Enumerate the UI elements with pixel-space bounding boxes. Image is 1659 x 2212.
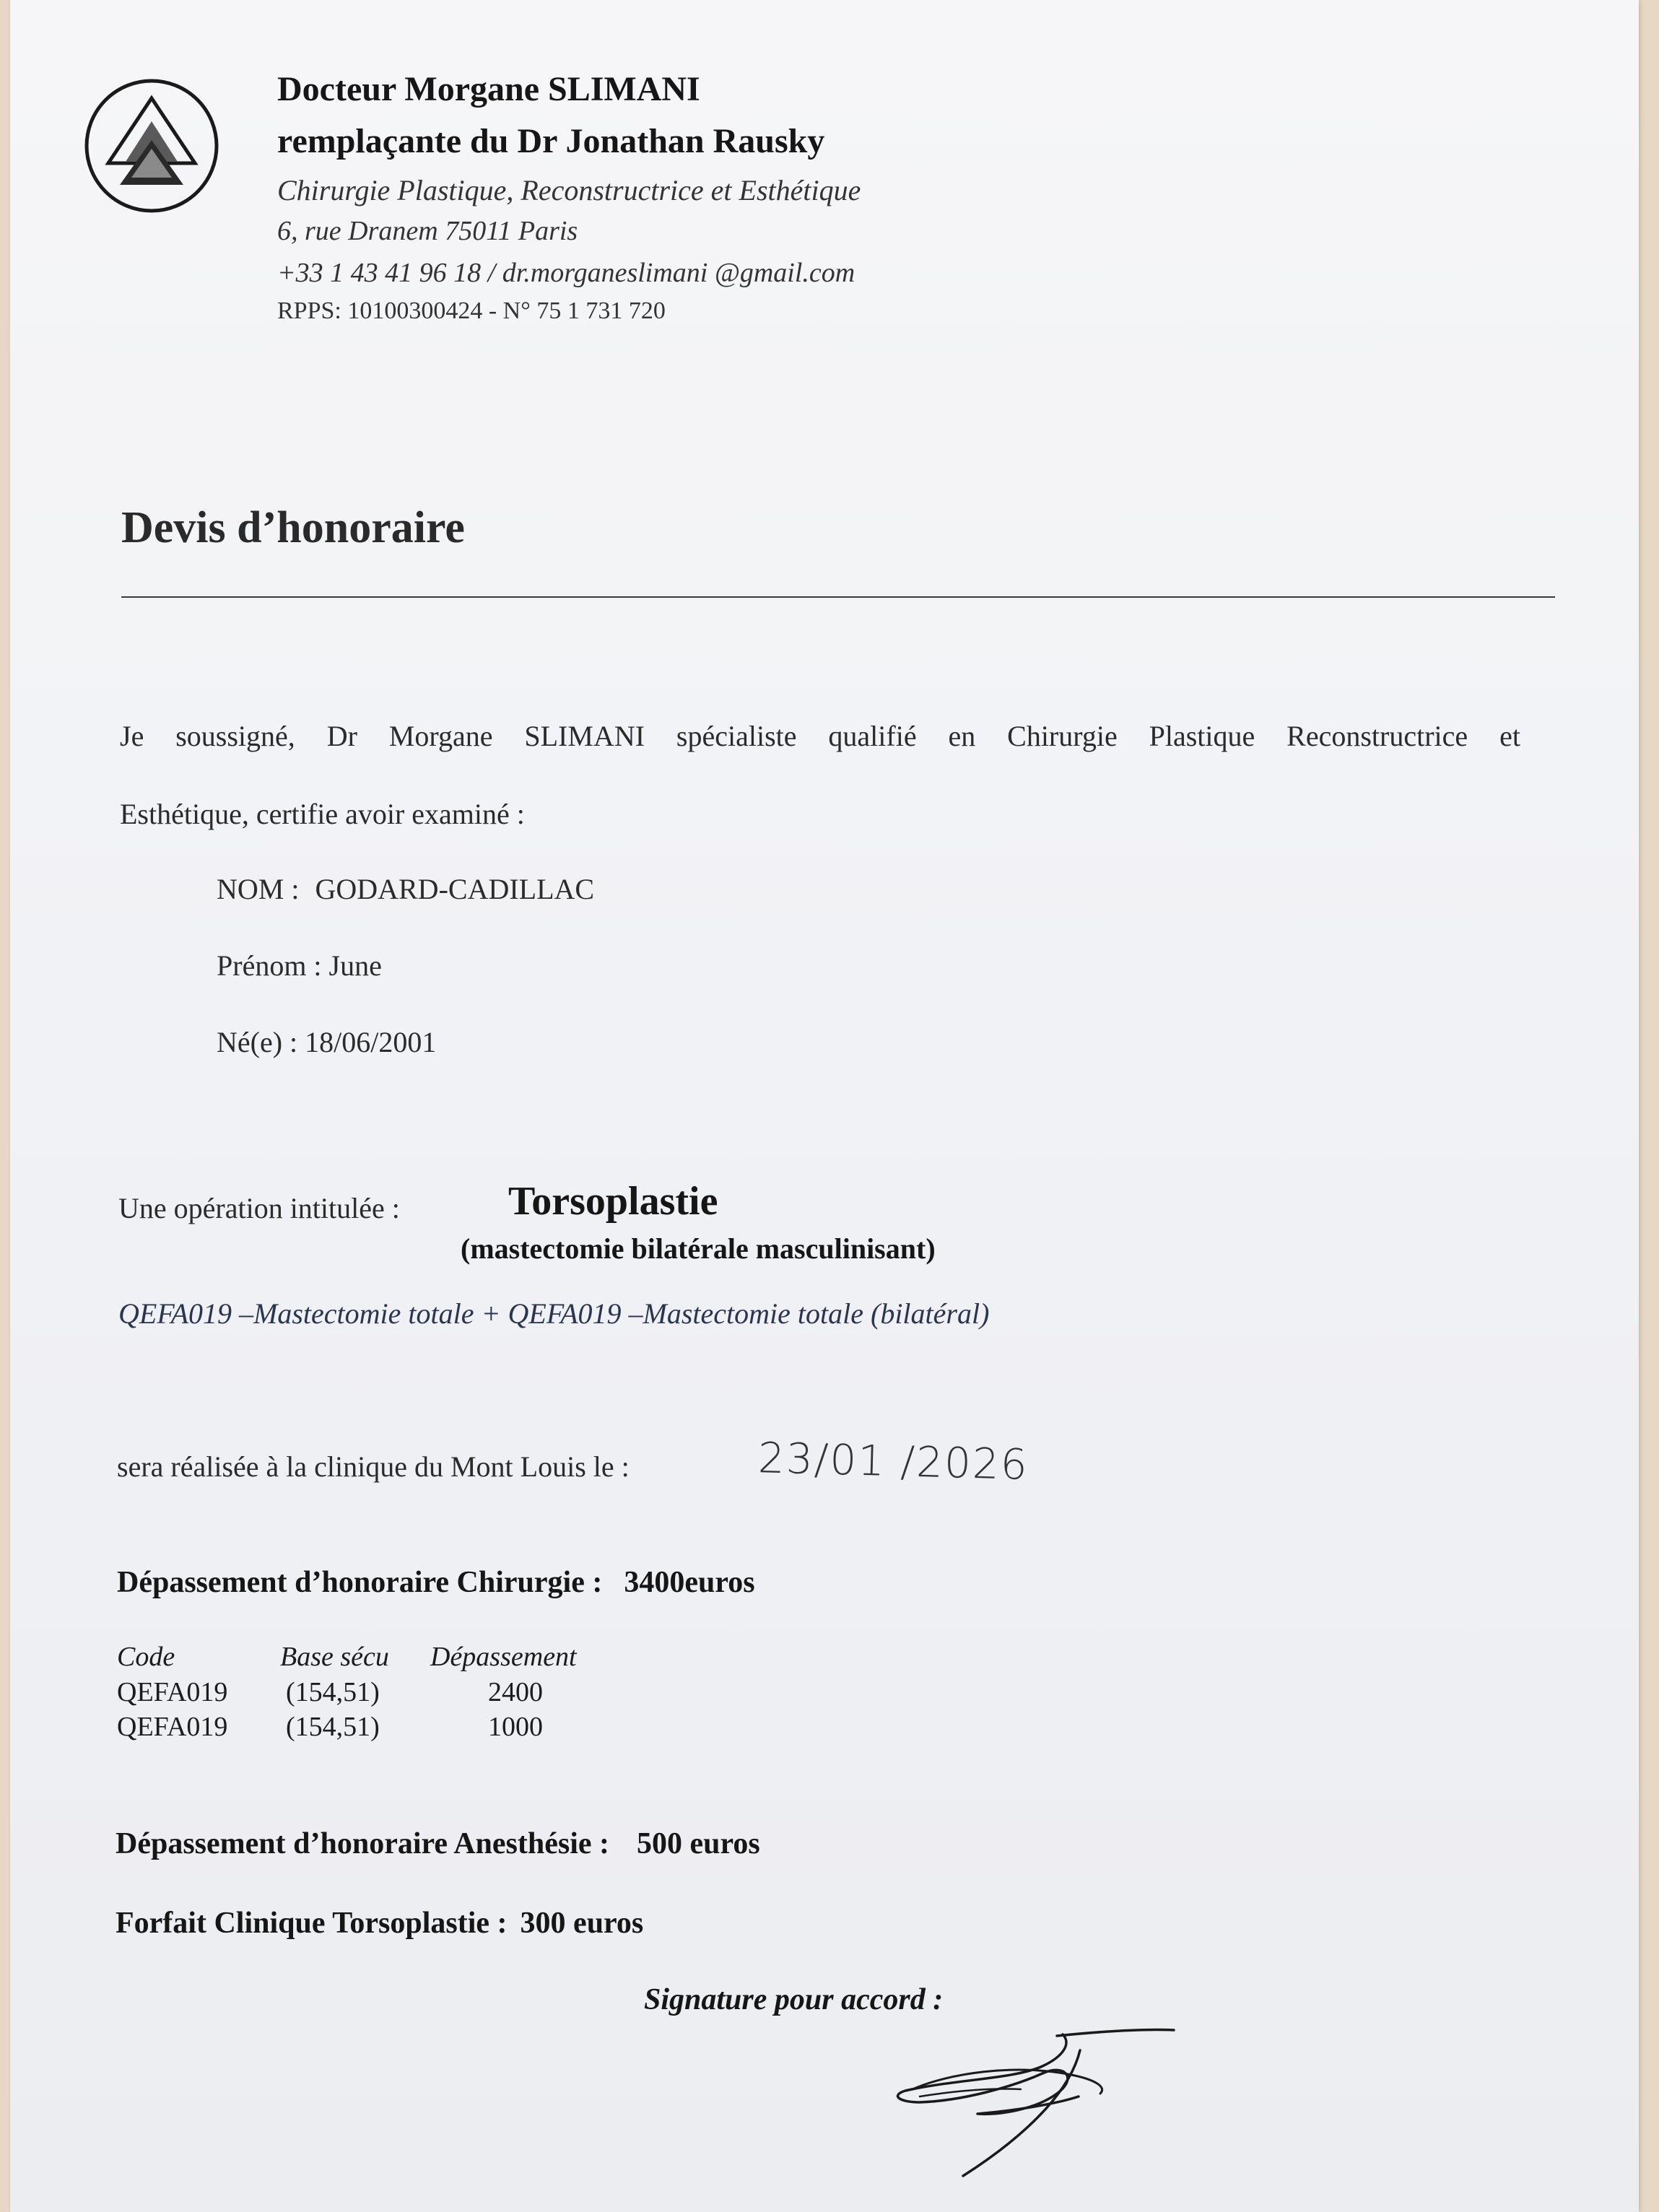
surgery-fee (117, 1565, 755, 1600)
anesthesia-fee (116, 1826, 760, 1861)
certification-line-2: Esthétique, certifie avoir examiné : (120, 798, 525, 830)
anesthesia-fee-value: 500 euros (637, 1827, 760, 1860)
nom-label: NOM : (217, 873, 300, 905)
patient-birthdate (217, 1025, 436, 1059)
address-line: 6, rue Dranem 75011 Paris (277, 216, 578, 246)
birthdate-label: Né(e) : (217, 1026, 298, 1058)
patient-nom (217, 872, 594, 906)
clinic-fee-value: 300 euros (520, 1907, 644, 1940)
certify-word: Chirurgie (1007, 720, 1118, 752)
certify-word: Plastique (1149, 720, 1255, 752)
triangle-logo-icon (82, 77, 221, 215)
certify-word: Morgane (388, 720, 493, 752)
fees-table (117, 1639, 577, 1744)
prenom-label: Prénom : (217, 949, 322, 982)
certification-line-1 (120, 719, 1520, 753)
certify-word: soussigné, (175, 720, 295, 752)
surgery-fee-label: Dépassement d’honoraire Chirurgie : (117, 1566, 603, 1599)
patient-prenom (217, 949, 382, 983)
table-cell: (154,51) (286, 1677, 380, 1707)
certify-word: et (1499, 720, 1520, 752)
certify-word: spécialiste (676, 720, 797, 752)
document-page (10, 0, 1639, 2212)
anesthesia-fee-label: Dépassement d’honoraire Anesthésie : (116, 1827, 610, 1860)
operation-subtitle: (mastectomie bilatérale masculinisant) (461, 1232, 936, 1265)
surgery-fee-value: 3400euros (624, 1566, 755, 1599)
table-cell: QEFA019 (117, 1677, 228, 1707)
certify-word: Dr (326, 720, 357, 752)
clinic-fee-label: Forfait Clinique Torsoplastie : (116, 1907, 508, 1940)
rpps-line: RPPS: 10100300424 - N° 75 1 731 720 (277, 297, 666, 324)
table-cell: 2400 (488, 1677, 543, 1707)
signature-label: Signature pour accord : (644, 1983, 944, 2016)
handwritten-date: 23/01 /2026 (757, 1433, 1029, 1489)
handwritten-signature (891, 2021, 1180, 2187)
birthdate-value: 18/06/2001 (305, 1026, 437, 1058)
column-header: Dépassement (430, 1642, 577, 1672)
operation-title: Torsoplastie (508, 1179, 718, 1224)
contact-line: +33 1 43 41 96 18 / dr.morganeslimani @gmail.com (277, 258, 855, 288)
title-divider (121, 596, 1555, 598)
prenom-value: June (328, 949, 382, 982)
certify-word: qualifié (828, 720, 917, 752)
document-title: Devis d’honoraire (121, 503, 465, 552)
specialty-line: Chirurgie Plastique, Reconstructrice et Esthétique (277, 174, 861, 206)
replacement-line: remplaçante du Dr Jonathan Rausky (277, 122, 825, 160)
operation-label: Une opération intitulée : (118, 1192, 400, 1224)
operation-codes: QEFA019 –Mastectomie totale + QEFA019 –Mastectomie totale (bilatéral) (118, 1297, 990, 1330)
certify-word: SLIMANI (524, 720, 645, 752)
table-cell: QEFA019 (117, 1712, 228, 1742)
certify-word: Reconstructrice (1286, 720, 1468, 752)
column-header: Base sécu (280, 1642, 389, 1672)
table-header-row (117, 1639, 577, 1675)
clinic-label: sera réalisée à la clinique du Mont Louis le : (117, 1450, 630, 1483)
certify-word: Je (120, 720, 144, 752)
table-cell: 1000 (488, 1712, 543, 1742)
certify-word: en (948, 720, 976, 752)
column-header: Code (117, 1642, 175, 1672)
table-row (117, 1675, 577, 1710)
nom-value: GODARD-CADILLAC (315, 873, 595, 905)
clinic-fee (116, 1906, 643, 1941)
table-row (117, 1710, 577, 1744)
doctor-name: Docteur Morgane SLIMANI (277, 70, 700, 108)
table-cell: (154,51) (286, 1712, 380, 1742)
